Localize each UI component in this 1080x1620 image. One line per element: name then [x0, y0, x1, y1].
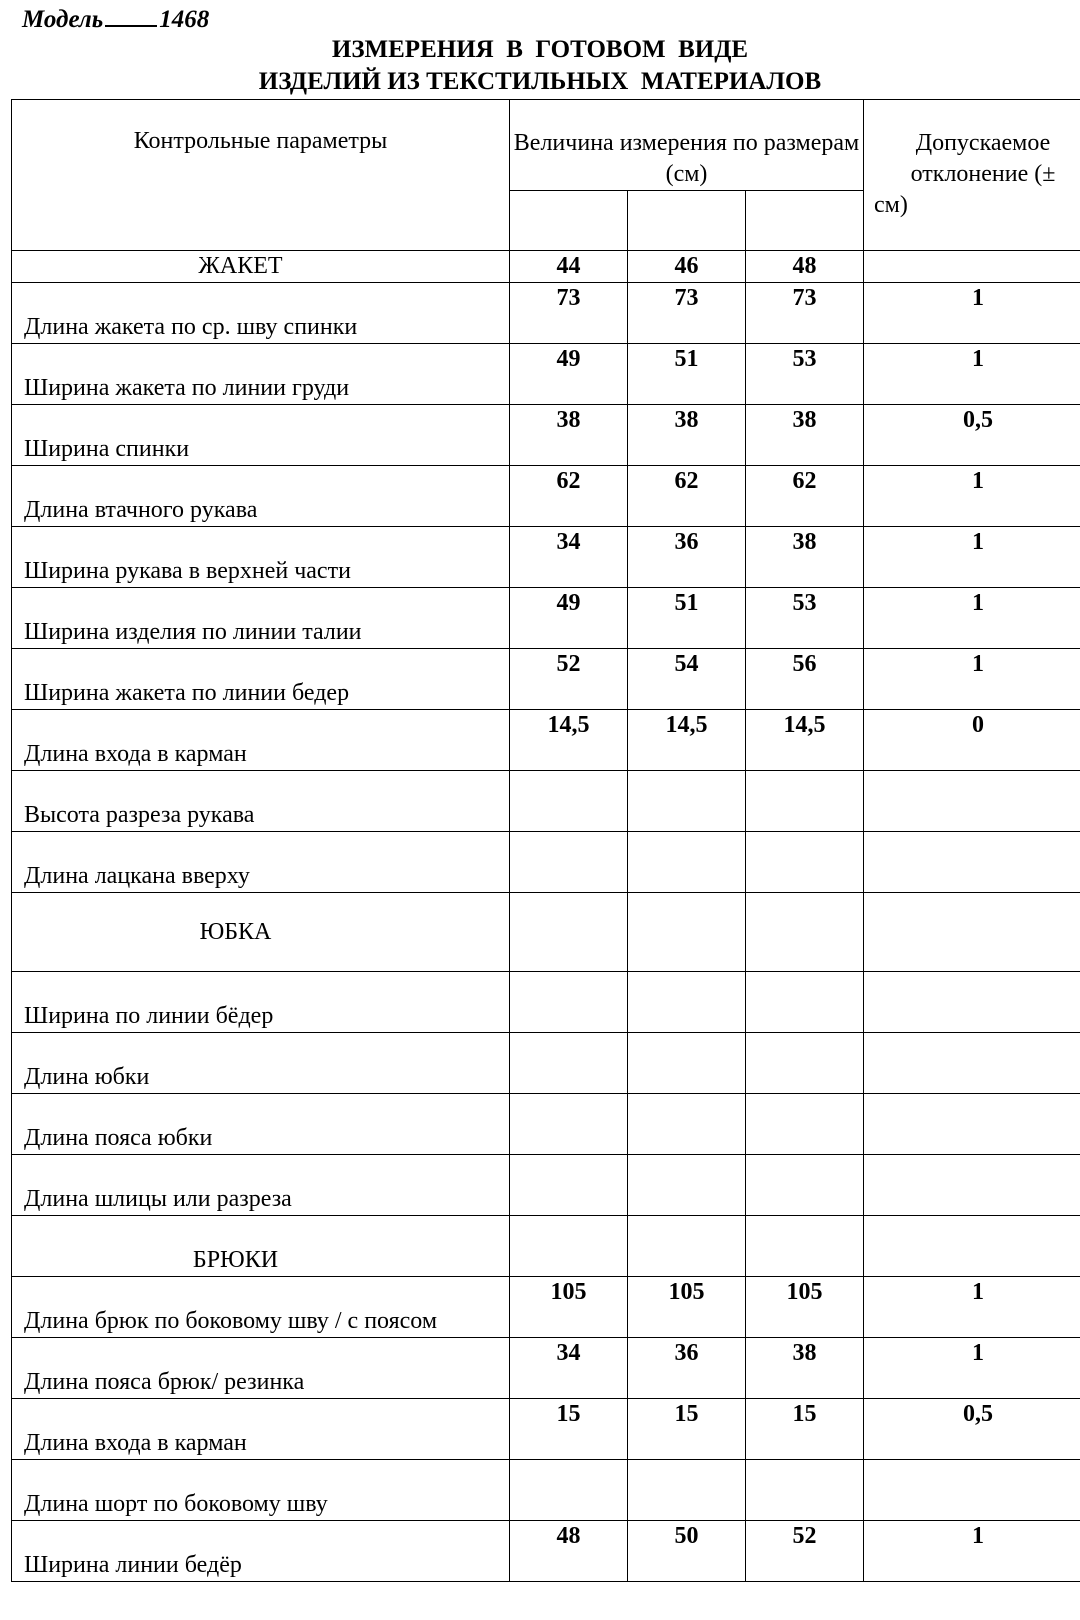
table-row	[12, 466, 1080, 527]
table-row	[12, 649, 1080, 710]
size-value: 105	[510, 1277, 628, 1338]
tolerance-value	[864, 972, 1080, 1033]
header-tolerance-line-1: Допускаемое	[915, 130, 1051, 156]
tolerance-value	[864, 771, 1080, 832]
size-value: 14,5	[510, 710, 628, 771]
section-row	[12, 893, 1080, 972]
param-label: Ширина по линии бёдер	[12, 972, 510, 1033]
size-value: 15	[510, 1399, 628, 1460]
section-empty	[746, 893, 864, 972]
param-label: Длина юбки	[12, 1033, 510, 1094]
size-value: 34	[510, 527, 628, 588]
tolerance-value: 1	[864, 649, 1080, 710]
size-value: 34	[510, 1338, 628, 1399]
size-value	[510, 972, 628, 1033]
param-label: Ширина спинки	[12, 405, 510, 466]
size-value	[746, 1155, 864, 1216]
param-label: Длина пояса брюк/ резинка	[12, 1338, 510, 1399]
param-label: Длина жакета по ср. шву спинки	[12, 283, 510, 344]
header-size-values: Величина измерения по размерам (см)	[510, 100, 864, 191]
size-value: 52	[746, 1521, 864, 1582]
size-value: 62	[628, 466, 746, 527]
table-row	[12, 344, 1080, 405]
size-value	[510, 1094, 628, 1155]
size-value: 49	[510, 344, 628, 405]
tolerance-value: 0,5	[864, 1399, 1080, 1460]
table-row	[12, 1521, 1080, 1582]
table-row	[12, 588, 1080, 649]
size-value	[746, 1033, 864, 1094]
size-44: 44	[510, 251, 628, 283]
size-value: 73	[746, 283, 864, 344]
header-size-empty-3	[746, 191, 864, 251]
size-value: 38	[628, 405, 746, 466]
size-value: 73	[510, 283, 628, 344]
size-value: 52	[510, 649, 628, 710]
tolerance-value: 1	[864, 527, 1080, 588]
table-row	[12, 1155, 1080, 1216]
size-value: 105	[628, 1277, 746, 1338]
model-line	[22, 6, 209, 34]
model-label: Модель	[22, 6, 104, 33]
size-value	[510, 1460, 628, 1521]
size-value	[746, 972, 864, 1033]
tolerance-value: 1	[864, 466, 1080, 527]
size-value	[510, 771, 628, 832]
header-params: Контрольные параметры	[12, 100, 510, 251]
table-row	[12, 1399, 1080, 1460]
table-row	[12, 1460, 1080, 1521]
size-value	[628, 1033, 746, 1094]
param-label: Длина пояса юбки	[12, 1094, 510, 1155]
tolerance-value	[864, 1155, 1080, 1216]
tolerance-value: 1	[864, 1338, 1080, 1399]
size-value: 15	[746, 1399, 864, 1460]
title-line-2: ИЗДЕЛИЙ ИЗ ТЕКСТИЛЬНЫХ МАТЕРИАЛОВ	[258, 68, 822, 95]
section-jacket: ЖАКЕТ	[12, 251, 510, 283]
param-label: Высота разреза рукава	[12, 771, 510, 832]
param-label: Длина втачного рукава	[12, 466, 510, 527]
tolerance-value: 1	[864, 283, 1080, 344]
param-label: Длина шлицы или разреза	[12, 1155, 510, 1216]
size-value: 54	[628, 649, 746, 710]
size-value: 38	[510, 405, 628, 466]
table-row	[12, 1338, 1080, 1399]
size-value	[746, 1460, 864, 1521]
table-row	[12, 1277, 1080, 1338]
table-row	[12, 1033, 1080, 1094]
tolerance-value: 1	[864, 344, 1080, 405]
param-label: Длина шорт по боковому шву	[12, 1460, 510, 1521]
header-size-empty-1	[510, 191, 628, 251]
header-tolerance	[864, 100, 1080, 251]
size-value: 14,5	[746, 710, 864, 771]
section-empty	[864, 893, 1080, 972]
size-value: 14,5	[628, 710, 746, 771]
size-46: 46	[628, 251, 746, 283]
tolerance-value	[864, 1460, 1080, 1521]
size-value: 105	[746, 1277, 864, 1338]
tolerance-value: 1	[864, 1277, 1080, 1338]
size-value	[510, 832, 628, 893]
param-label: Ширина жакета по линии бедер	[12, 649, 510, 710]
size-48: 48	[746, 251, 864, 283]
size-value	[746, 832, 864, 893]
size-value	[510, 1033, 628, 1094]
model-number: 1468	[159, 6, 210, 33]
section-empty	[628, 1216, 746, 1277]
section-empty	[510, 893, 628, 972]
size-value: 38	[746, 1338, 864, 1399]
size-value: 56	[746, 649, 864, 710]
param-label: Длина брюк по боковому шву / с поясом	[12, 1277, 510, 1338]
section-trousers: БРЮКИ	[12, 1216, 510, 1277]
size-value: 48	[510, 1521, 628, 1582]
tolerance-value: 0	[864, 710, 1080, 771]
tolerance-value: 0,5	[864, 405, 1080, 466]
param-label: Длина лацкана вверху	[12, 832, 510, 893]
size-value: 15	[628, 1399, 746, 1460]
param-label: Ширина изделия по линии талии	[12, 588, 510, 649]
size-value: 38	[746, 527, 864, 588]
table-row	[12, 972, 1080, 1033]
size-value	[628, 972, 746, 1033]
section-empty	[628, 893, 746, 972]
size-value: 49	[510, 588, 628, 649]
size-value: 73	[628, 283, 746, 344]
size-value	[628, 1094, 746, 1155]
section-skirt: ЮБКА	[12, 893, 510, 972]
size-value	[628, 1460, 746, 1521]
section-row	[12, 1216, 1080, 1277]
header-size-empty-2	[628, 191, 746, 251]
size-value	[628, 771, 746, 832]
size-value: 36	[628, 1338, 746, 1399]
measurements-table	[11, 99, 1080, 1582]
size-value	[746, 771, 864, 832]
size-value: 51	[628, 344, 746, 405]
size-value	[746, 1094, 864, 1155]
title-line-1: ИЗМЕРЕНИЯ В ГОТОВОМ ВИДЕ	[331, 36, 749, 63]
section-empty	[864, 1216, 1080, 1277]
table-row	[12, 283, 1080, 344]
size-value: 62	[510, 466, 628, 527]
table-row	[12, 771, 1080, 832]
size-value	[628, 1155, 746, 1216]
table-row	[12, 1094, 1080, 1155]
param-label: Ширина линии бедёр	[12, 1521, 510, 1582]
size-value: 38	[746, 405, 864, 466]
header-tolerance-line-3: см)	[874, 192, 908, 218]
tolerance-value	[864, 832, 1080, 893]
tolerance-value: 1	[864, 588, 1080, 649]
size-value: 53	[746, 588, 864, 649]
model-underline	[105, 25, 157, 27]
tolerance-value	[864, 1033, 1080, 1094]
header-tolerance-line-2: отклонение (±	[910, 161, 1056, 187]
size-value: 62	[746, 466, 864, 527]
size-value	[510, 1155, 628, 1216]
section-empty	[746, 1216, 864, 1277]
size-value	[628, 832, 746, 893]
tolerance-value	[864, 1094, 1080, 1155]
size-value: 51	[628, 588, 746, 649]
table-row	[12, 527, 1080, 588]
table-row	[12, 405, 1080, 466]
section-empty	[510, 1216, 628, 1277]
table-row	[12, 710, 1080, 771]
param-label: Длина входа в карман	[12, 710, 510, 771]
table-row	[12, 832, 1080, 893]
size-value: 53	[746, 344, 864, 405]
param-label: Ширина рукава в верхней части	[12, 527, 510, 588]
param-label: Ширина жакета по линии груди	[12, 344, 510, 405]
param-label: Длина входа в карман	[12, 1399, 510, 1460]
size-value: 36	[628, 527, 746, 588]
tolerance-value: 1	[864, 1521, 1080, 1582]
size-tolerance-empty	[864, 251, 1080, 283]
size-value: 50	[628, 1521, 746, 1582]
